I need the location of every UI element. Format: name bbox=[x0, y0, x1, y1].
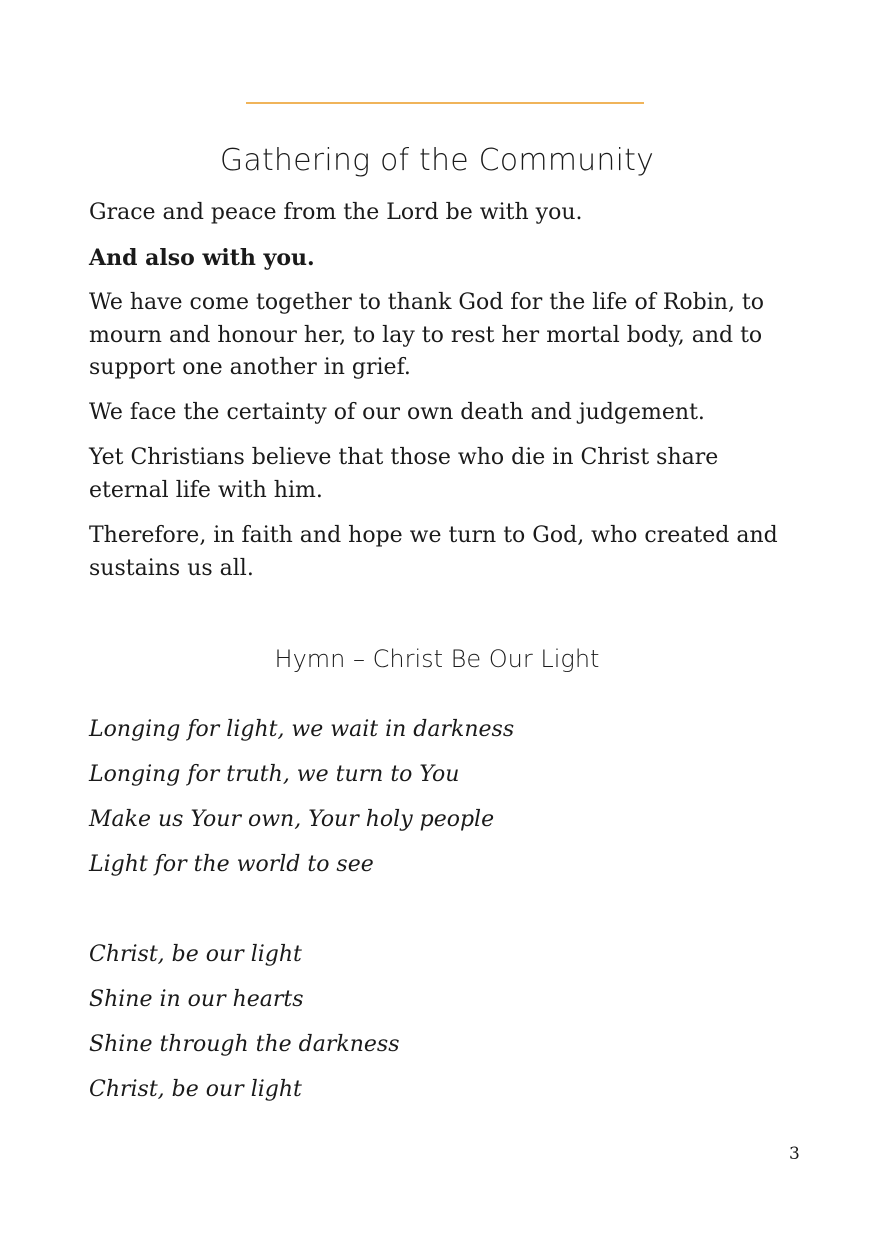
verse-line: Make us Your own, Your holy people bbox=[89, 807, 495, 832]
page-number: 3 bbox=[789, 1144, 800, 1164]
section-title: Gathering of the Community bbox=[219, 143, 655, 178]
chorus-line: Shine through the darkness bbox=[89, 1032, 400, 1057]
chorus-line: Shine in our hearts bbox=[89, 987, 304, 1012]
chorus-line: Christ, be our light bbox=[89, 942, 302, 967]
verse-line: Longing for light, we wait in darkness bbox=[89, 717, 515, 742]
chorus-line: Christ, be our light bbox=[89, 1077, 302, 1102]
paragraph-certainty: We face the certainty of our own death and judgement. bbox=[89, 400, 705, 425]
paragraph-purpose: We have come together to thank God for the life of Robin, to mourn and honour her, to lay to rest her mortal body, and to support one another in grief. bbox=[89, 290, 765, 380]
verse-line: Light for the world to see bbox=[89, 852, 374, 877]
paragraph-response: And also with you. bbox=[89, 245, 315, 271]
decorative-divider bbox=[246, 102, 644, 104]
paragraph-greeting: Grace and peace from the Lord be with you. bbox=[89, 200, 583, 225]
paragraph-faith: Therefore, in faith and hope we turn to God, who created and sustains us all. bbox=[89, 523, 778, 581]
verse-line: Longing for truth, we turn to You bbox=[89, 762, 460, 787]
hymn-title: Hymn – Christ Be Our Light bbox=[274, 645, 600, 673]
paragraph-belief: Yet Christians believe that those who die in Christ share eternal life with him. bbox=[89, 445, 719, 503]
